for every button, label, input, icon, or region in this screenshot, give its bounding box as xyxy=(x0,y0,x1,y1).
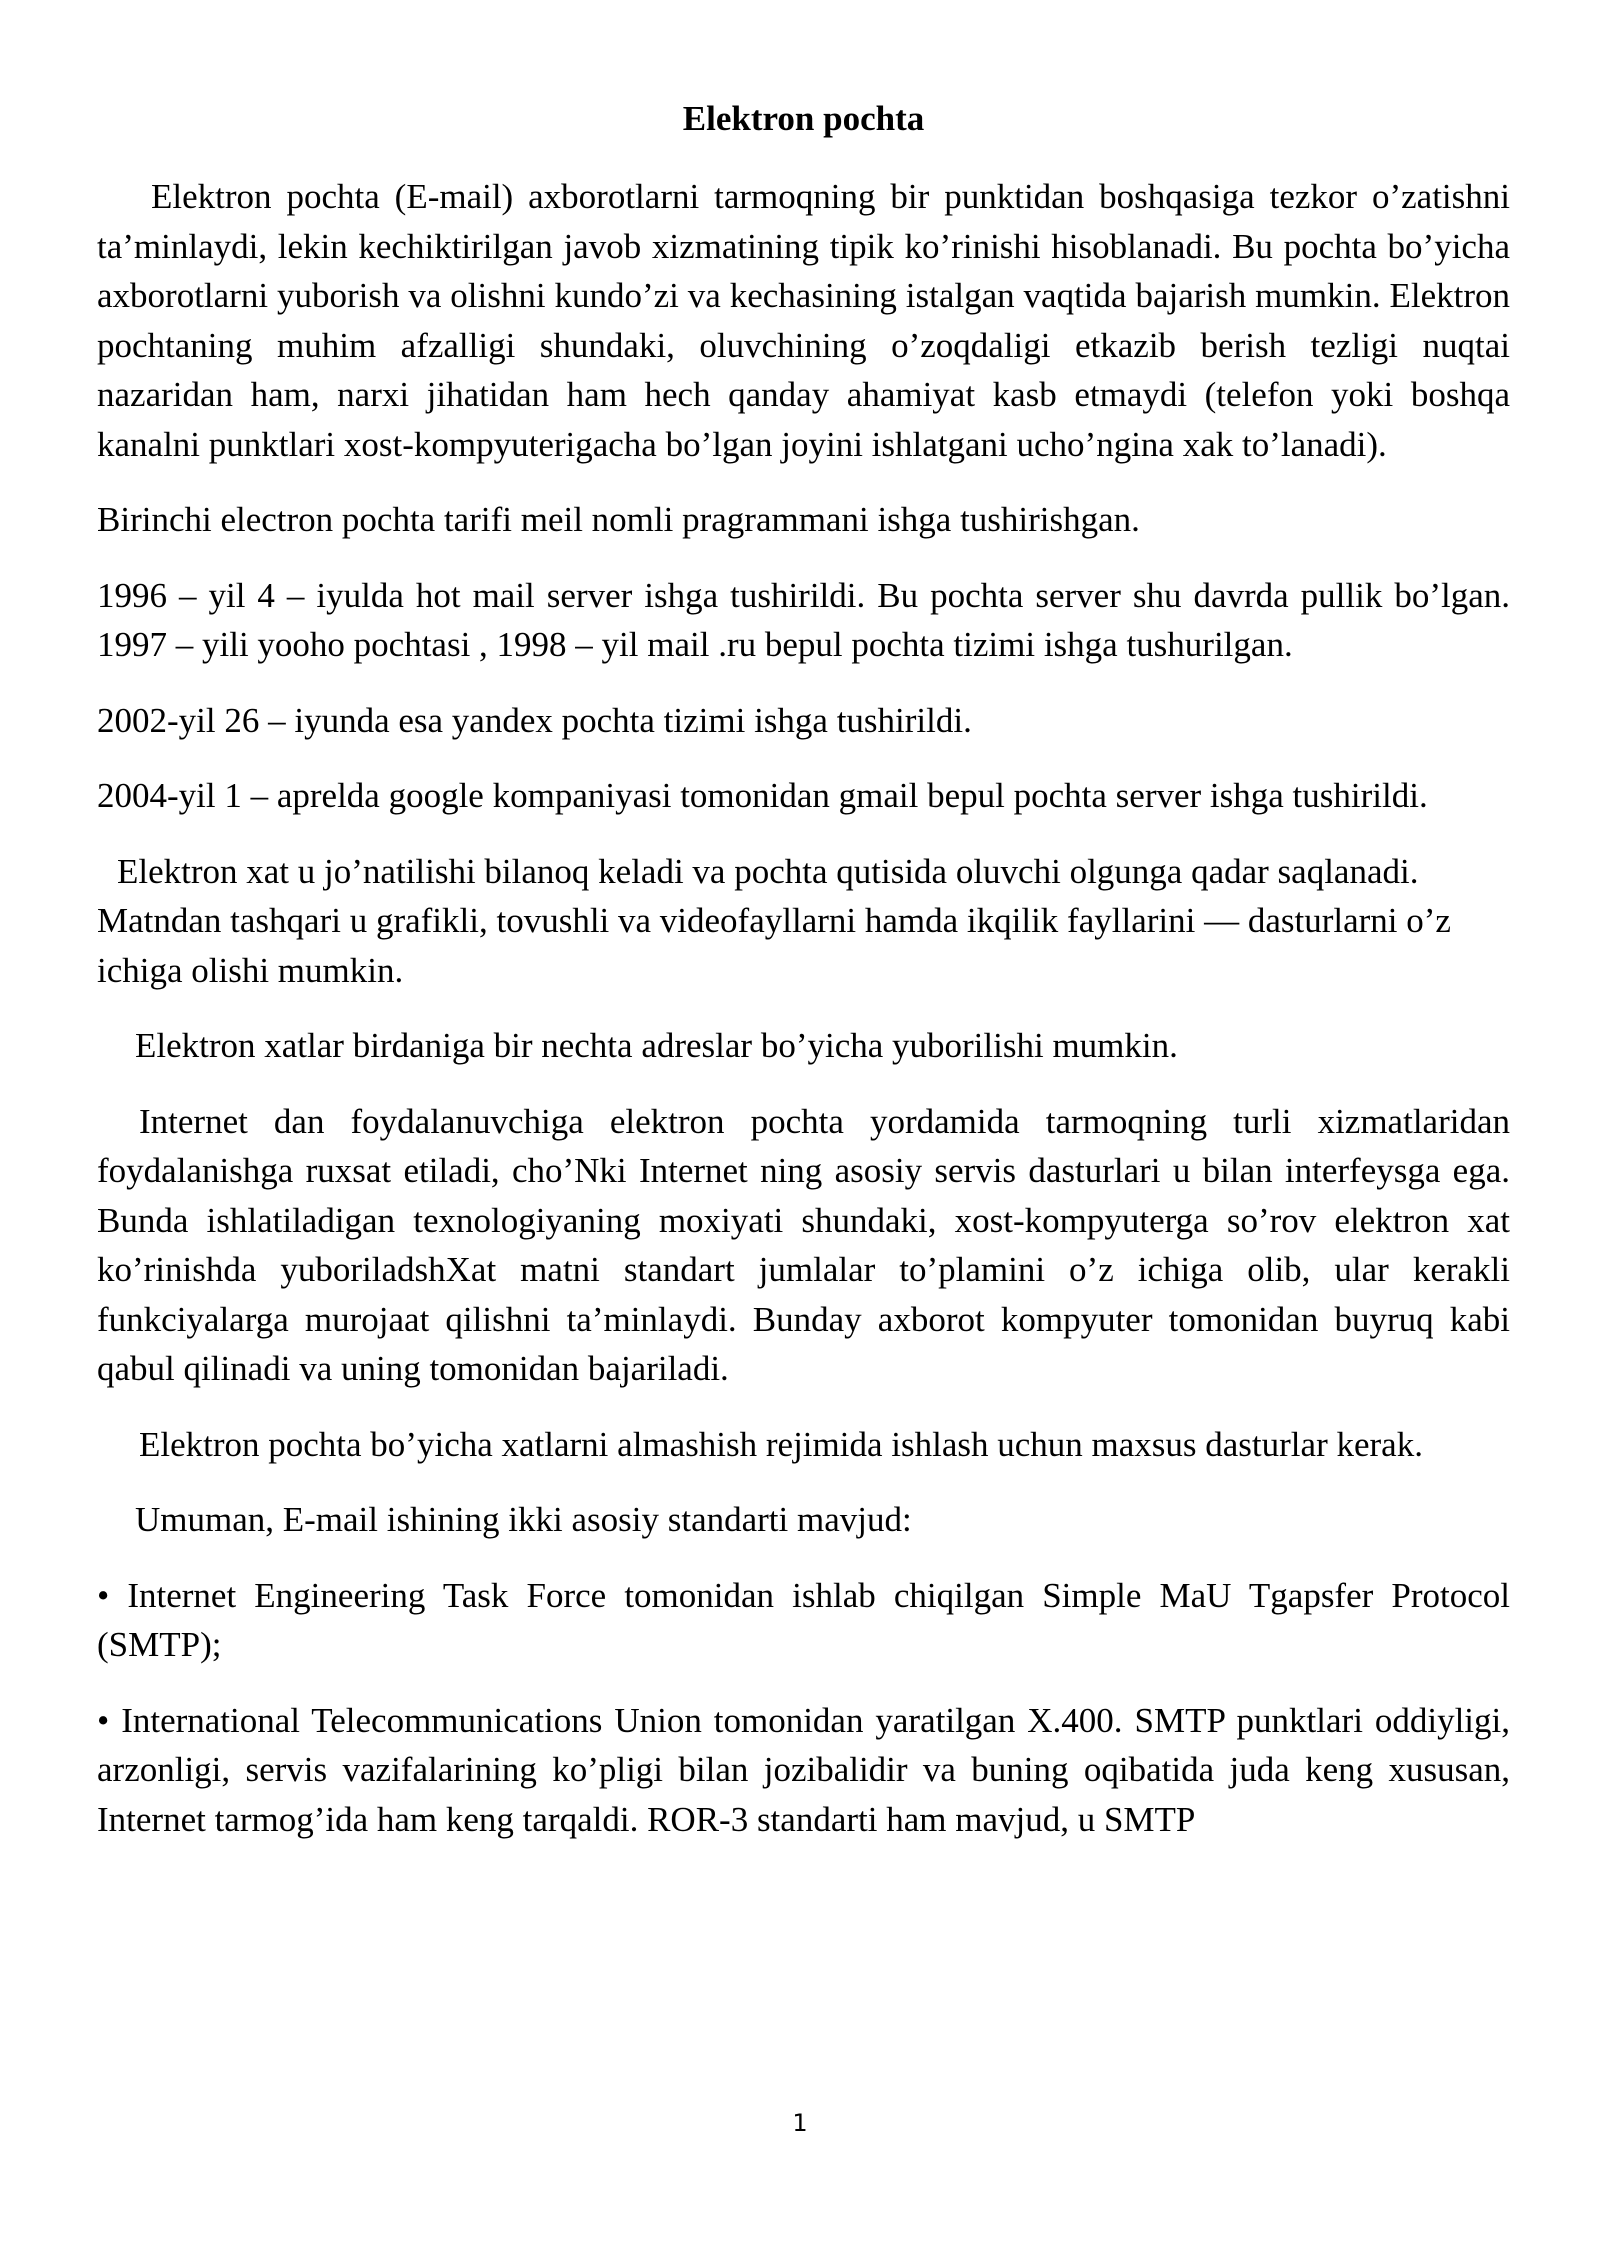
paragraph-gmail-history: 2004-yil 1 – aprelda google kompaniyasi tomonidan gmail bepul pochta server ishga tushirildi. xyxy=(97,776,1428,815)
paragraph-x400-standard: • International Telecommunications Union tomonidan yaratilgan X.400. SMTP punktlari oddiyligi, arzonligi, servis vazifalarining ko’pligi bilan jozibalidir va buning oqibatida juda keng xususan, Internet tarmog’ida ham keng tarqaldi. ROR-3 standarti ham mavjud, u SMTP xyxy=(97,1700,1510,1839)
page-number: 1 xyxy=(792,2109,808,2137)
paragraph-first-email-program: Birinchi electron pochta tarifi meil nomli pragrammani ishga tushirishgan. xyxy=(97,500,1140,539)
paragraph-email-definition: Elektron pochta (E-mail) axborotlarni tarmoqning bir punktidan boshqasiga tezkor o’zatishni ta’minlaydi, lekin kechiktirilgan javob xizmatining tipik ko’rinishi hisoblanadi. Bu pochta bo’yicha axborotlarni yuborish va olishni kundo’zi va kechasining istalgan vaqtida bajarish mumkin. Elektron pochtaning muhim afzalligi shundaki, oluvchining o’zoqdaligi etkazib berish tezligi nuqtai nazaridan ham, narxi jihatidan ham hech qanday ahamiyat kasb etmaydi (telefon yoki boshqa kanalni punktlari xost-kompyuterigacha bo’lgan joyini ishlatgani ucho’ngina xak to’lanadi). xyxy=(97,177,1510,464)
document-body xyxy=(97,94,1510,1870)
paragraph-email-delivery: Elektron xat u jo’natilishi bilanoq keladi va pochta qutisida oluvchi olgunga qadar saqlanadi. Matndan tashqari u grafikli, tovushli va videofayllarni hamda ikqilik fayllarini — dasturlarni o’z ichiga olishi mumkin. xyxy=(97,851,1451,990)
paragraph-internet-services: Internet dan foydalanuvchiga elektron pochta yordamida tarmoqning turli xizmatlaridan foydalanishga ruxsat etiladi, cho’Nki Internet ning asosiy servis dasturlari u bilan interfeysga ega. Bunda ishlatiladigan texnologiyaning moxiyati shundaki, xost-kompyuterga so’rov elektron xat ko’rinishda yuboriladshXat matni standart jumlalar to’plamini o’z ichiga olib, ular kerakli funkciyalarga murojaat qilishni ta’minlaydi. Bunday axborot kompyuter tomonidan buyruq kabi qabul qilinadi va uning tomonidan bajariladi. xyxy=(97,1101,1510,1388)
paragraph-special-programs: Elektron pochta bo’yicha xatlarni almashish rejimida ishlash uchun maxsus dasturlar kerak. xyxy=(139,1424,1423,1464)
document-title: Elektron pochta xyxy=(682,99,925,138)
paragraph-multiple-addresses: Elektron xatlar birdaniga bir nechta adreslar bo’yicha yuborilishi mumkin. xyxy=(135,1026,1178,1065)
paragraph-smtp-standard: • Internet Engineering Task Force tomonidan ishlab chiqilgan Simple MaU Tgapsfer Protocol (SMTP); xyxy=(97,1575,1510,1664)
paragraph-yandex-history: 2002-yil 26 – iyunda esa yandex pochta tizimi ishga tushirildi. xyxy=(97,700,972,740)
paragraph-email-standards-intro: Umuman, E-mail ishining ikki asosiy standarti mavjud: xyxy=(135,1500,912,1539)
paragraph-hotmail-history: 1996 – yil 4 – iyulda hot mail server ishga tushirildi. Bu pochta server shu davrda pullik bo’lgan. 1997 – yili yooho pochtasi , 1998 – yil mail .ru bepul pochta tizimi ishga tushurilgan. xyxy=(97,575,1510,664)
